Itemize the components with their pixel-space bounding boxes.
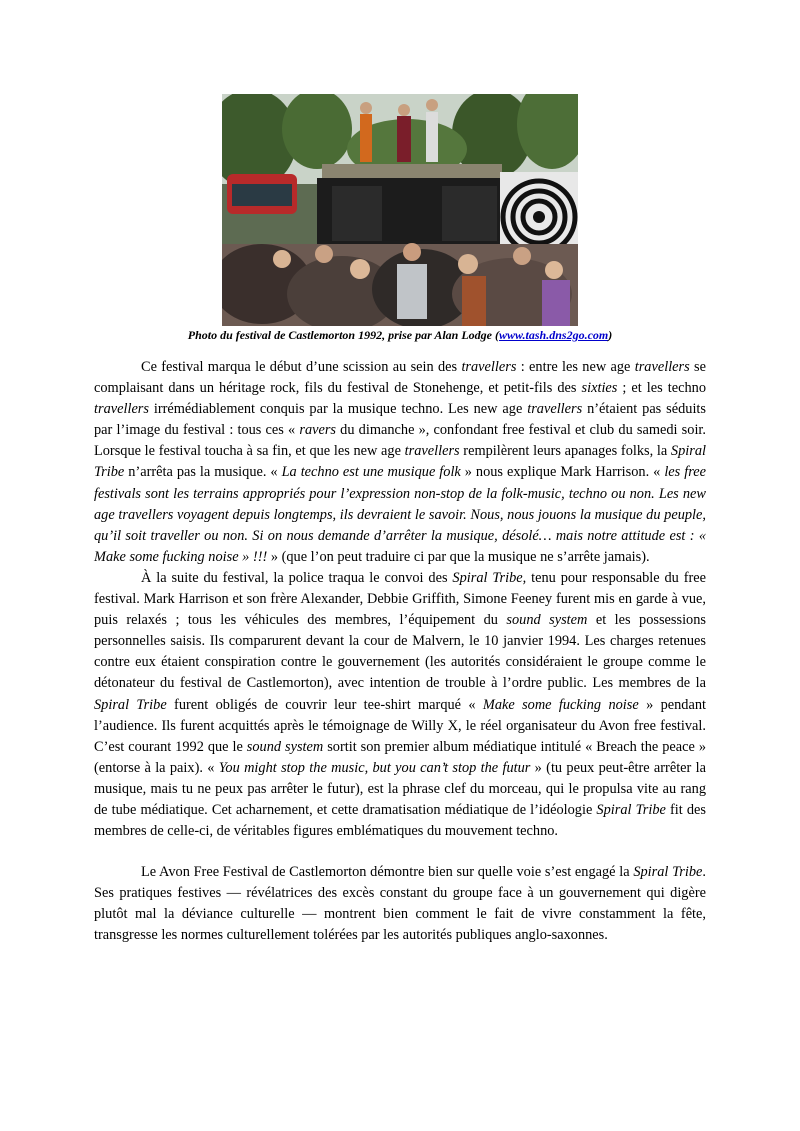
text-run: » (tu peux peut-être arrêter la musique, mais tu ne peux pas arrêter le futur), est la phrase clef du morceau, qui le propulsa vite au rang de tube médiatique. Cet acharnement, et cette dramatisation médiatique de l’idéologie [94,759,706,818]
caption-text: Photo du festival de Castlemorton 1992, prise par Alan Lodge ( [187,328,499,342]
photo-dancer [426,112,438,162]
italic-text: travellers [634,359,690,375]
text-run: rempilèrent leurs apanages folks, la [459,443,671,460]
body-text [94,357,706,947]
text-run: fit des membres de celle-ci, de véritables figures emblématiques du mouvement techno. [94,801,706,840]
photo-dancer-head [398,104,410,116]
photo-speaker [442,186,497,241]
italic-text: Make some fucking noise [482,696,639,713]
photo-dancer-head [360,102,372,114]
italic-text: sound system [506,612,588,629]
italic-text: travellers [527,401,583,418]
italic-text: Spiral Tribe, [452,569,527,586]
italic-text: Spiral Tribe [633,864,703,881]
italic-text: travellers [94,401,149,418]
text-run: . Ses pratiques festives — révélatrices des excès constant du groupe face à un gouvernement qui digère plutôt mal la déviance culturelle — montrent bien comment le fait de vivre constamment la fête, transgresse les normes culturellement tolérées par les autorités publiques anglo-saxonnes. [94,864,706,944]
italic-text: Spiral Tribe [94,696,167,713]
photo-person [397,264,427,319]
caption-end: ) [608,328,613,342]
text-run: du dimanche », confondant free festival et club du samedi soir. Lorsque le festival toucha à sa fin, et que les new age [94,422,706,460]
text-run: » pendant l’audience. Ils furent acquittés après le témoignage de Willy X, le réel organisateur du Avon free festival. C’est courant 1992 que le [94,696,706,755]
text-run: Le Avon Free Festival de Castlemorton démontre bien sur quelle voie s’est engagé la [141,864,634,881]
italic-text: sound system [246,738,324,755]
photo-person-head [403,243,421,261]
text-run: ; et les techno [617,380,706,397]
italic-text: ravers [299,422,337,439]
text-run: et les possessions personnelles saisis. Ils comparurent devant la cour de Malvern, le 10 janvier 1994. Les charges retenues contre eux étaient conspiration contre le gouvernement (les autorités considéraient le groupe comme le détonateur du festival de Castlemorton), avec intention de trouble à l’ordre public. Les membres de la [94,612,706,692]
photo-speaker [332,186,382,241]
italic-text: Spiral Tribe [94,443,706,481]
photo-person-head [273,250,291,268]
text-run: se complaisant dans un héritage rock, fils du festival de Stonehenge, et petit-fils des [94,359,706,397]
text-run: n’étaient pas séduits par l’image du festival : tous ces « [94,401,706,439]
photo-person [542,280,570,326]
photo-person-head [545,261,563,279]
italic-text: les free festivals sont les terrains appropriés pour l’expression non-stop de la folk-music, techno ou non. Les new age travellers voyagent depuis longtemps, ils devraient le savoir. Nous, nous jouons la musique du peuple, qu’il soit traveller ou non. Si on nous demande d’arrêter la musique, désolé… mais notre attitude est : « Make some fucking noise » !!! [94,464,706,565]
paragraph [94,568,706,842]
text-run: Ce festival marqua le début d’une scission au sein des [141,359,462,375]
photo-dancer [360,114,372,162]
photo-spiral-ring [533,211,545,223]
festival-photo-drawing [222,94,578,326]
text-run: À la suite du festival, la police traqua le convoi des [141,569,453,586]
paragraph [94,862,706,946]
text-run: : entre les new age [516,359,635,375]
text-run: n’arrêta pas la musique. « [124,464,282,481]
text-run: sortit son premier album médiatique intitulé « Breach the peace » (entorse à la paix). « [94,738,707,776]
text-run: » nous explique Mark Harrison. « [460,464,665,481]
italic-text: sixties [581,380,618,397]
italic-text: La techno est une musique folk [281,464,461,481]
photo-truck-cab [232,184,292,206]
text-run: irrémédiablement conquis par la musique techno. Les new age [148,401,528,418]
italic-text: travellers [461,359,517,375]
photo-person-head [458,254,478,274]
italic-text: You might stop the music, but you can’t stop the futur [218,759,531,776]
festival-photo [222,94,578,326]
text-run: tenu pour responsable du free festival. Mark Harrison et son frère Alexander, Debbie Griffith, Simone Feeney furent mis en garde à vue, puis relaxés ; tous les véhicules des membres, l’équipement du [94,569,706,629]
photo-dancer [397,116,411,162]
photo-person-head [513,247,531,265]
caption-link[interactable]: www.tash.dns2go.com [498,328,609,342]
photo-caption [100,327,700,343]
italic-text: Spiral Tribe [596,801,666,818]
photo-person-head [315,245,333,263]
paragraph [94,357,706,568]
photo-stage-roof [322,164,502,180]
text-run: » (que l’on peut traduire ci par que la musique ne s’arrête jamais). [267,548,650,565]
text-run: furent obligés de couvrir leur tee-shirt marqué « [166,696,483,713]
photo-dancer-head [426,99,438,111]
photo-person [462,276,486,326]
photo-person-head [350,259,370,279]
italic-text: travellers [404,443,460,460]
